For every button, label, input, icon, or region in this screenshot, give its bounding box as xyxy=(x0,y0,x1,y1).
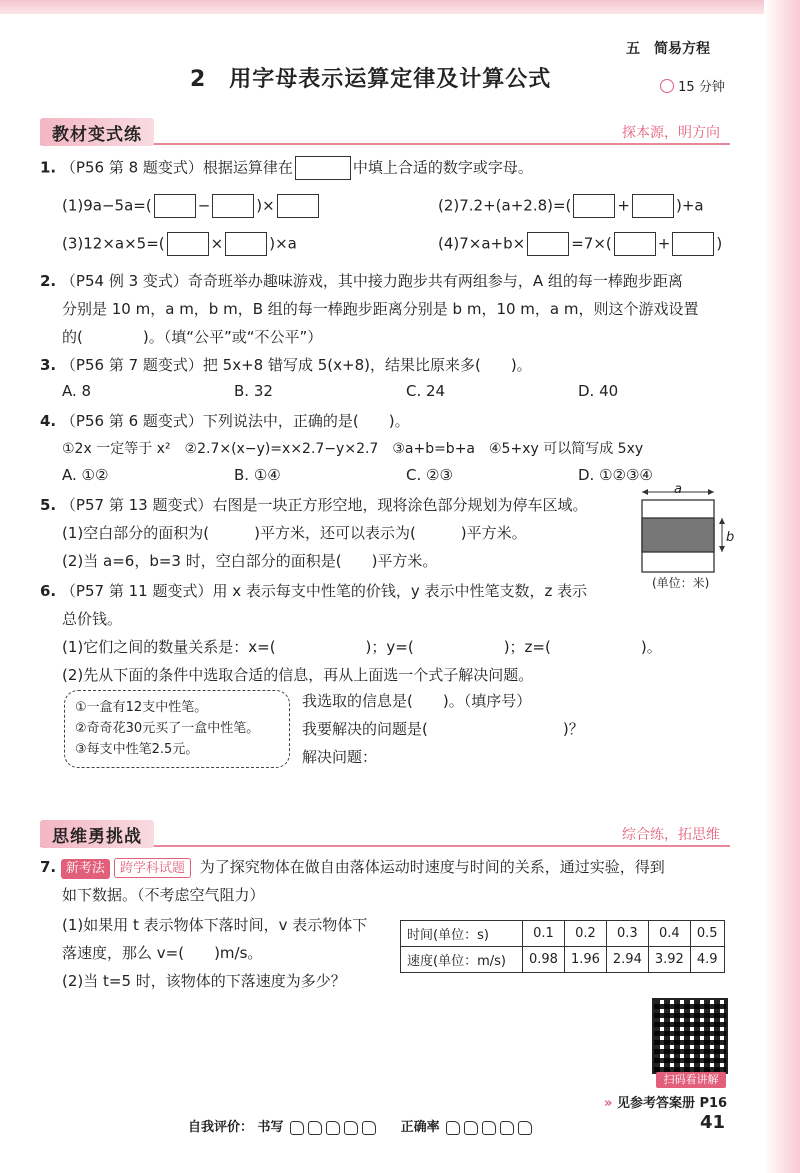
answer-box[interactable] xyxy=(632,194,674,218)
answer-box[interactable] xyxy=(527,232,569,256)
thumbs-up-icon[interactable] xyxy=(362,1121,376,1135)
question-7-sub-2: (2)当 t=5 时，该物体的下落速度为多少？ xyxy=(62,972,346,990)
stem-text: 为了探究物体在做自由落体运动时速度与时间的关系，通过实验，得到 xyxy=(199,858,665,876)
figure-unit: (单位：米) xyxy=(652,576,710,590)
option-a[interactable]: A. 8 xyxy=(62,382,92,400)
question-6-line-2: 总价钱。 xyxy=(62,610,123,628)
answer-box[interactable] xyxy=(277,194,319,218)
answer-box[interactable] xyxy=(154,194,196,218)
thumbs-up-icon[interactable] xyxy=(326,1121,340,1135)
question-7-line-2: 如下数据。（不考虑空气阻力） xyxy=(62,886,265,904)
self-evaluation xyxy=(188,1116,534,1135)
question-1-stem xyxy=(40,156,533,180)
new-method-badge: 新考法 xyxy=(61,859,110,879)
question-2-line-1 xyxy=(40,270,683,291)
part-text: )× xyxy=(256,196,275,215)
answer-box[interactable] xyxy=(672,232,714,256)
question-1-part-1 xyxy=(62,194,321,218)
question-number: 7. xyxy=(40,858,57,876)
option-b[interactable]: B. 32 xyxy=(234,382,273,400)
stem-text: （P57 第 11 题变式）用 x 表示每支中性笔的价钱，y 表示中性笔支数，z 表示 xyxy=(60,582,588,600)
info-option-1: ①一盒有12支中性笔。 xyxy=(75,700,208,715)
question-number: 6. xyxy=(40,582,57,600)
top-page-edge xyxy=(0,0,800,14)
answer-reference-text: 见参考答案册 P16 xyxy=(616,1096,728,1111)
question-number: 3. xyxy=(40,356,57,374)
thumbs-up-icon[interactable] xyxy=(446,1121,460,1135)
thumbs-up-icon[interactable] xyxy=(464,1121,478,1135)
table-cell: 4.9 xyxy=(690,947,724,973)
info-options-box xyxy=(64,690,290,768)
info-option-3: ③每支中性笔2.5元。 xyxy=(75,742,199,757)
answer-box[interactable] xyxy=(167,232,209,256)
part-text: + xyxy=(657,234,671,253)
row-header: 时间(单位：s) xyxy=(401,921,523,947)
qr-caption: 扫码看讲解 xyxy=(656,1072,726,1088)
timer-text: 15 分钟 xyxy=(678,80,725,95)
question-7-sub-1a: (1)如果用 t 表示物体下落时间，v 表示物体下 xyxy=(62,916,368,934)
stem-text: 中填上合适的数字或字母。 xyxy=(352,158,533,177)
question-number: 5. xyxy=(40,496,57,514)
clock-icon xyxy=(660,79,674,93)
question-2-line-2: 分别是 10 m，a m，b m，B 组的每一棒跑步距离分别是 b m，10 m，a m，则这个游戏设置 xyxy=(62,300,699,318)
part-text: (3)12×a×5=( xyxy=(62,234,165,253)
thumbs-up-icon[interactable] xyxy=(500,1121,514,1135)
question-2-line-3: 的( )。（填“公平”或“不公平”） xyxy=(62,328,323,346)
double-chevron-icon: » xyxy=(604,1096,613,1111)
table-cell: 0.3 xyxy=(606,921,648,947)
table-row-speed xyxy=(401,947,725,973)
question-5-stem xyxy=(40,494,587,515)
question-4-options xyxy=(62,466,698,484)
section-slogan: 综合练，拓思维 xyxy=(622,827,720,843)
option-d[interactable]: D. ①②③④ xyxy=(578,466,653,484)
thumbs-up-icon[interactable] xyxy=(518,1121,532,1135)
stem-text: （P56 第 7 题变式）把 5x+8 错写成 5(x+8)，结果比原来多( )。 xyxy=(60,356,532,374)
thumbs-up-icon[interactable] xyxy=(482,1121,496,1135)
table-cell: 3.92 xyxy=(648,947,690,973)
part-text: (2)7.2+(a+2.8)=( xyxy=(438,196,572,215)
answer-reference xyxy=(604,1092,727,1111)
question-number: 2. xyxy=(40,272,57,290)
page-number: 41 xyxy=(700,1112,726,1133)
part-text: ) xyxy=(716,234,723,253)
answer-box[interactable] xyxy=(225,232,267,256)
part-text: (1)9a−5a=( xyxy=(62,196,152,215)
question-number: 1. xyxy=(40,158,57,177)
figure-label-a: a xyxy=(674,482,682,497)
self-eval-label: 自我评价： xyxy=(188,1120,254,1135)
question-6-sub-1: (1)它们之间的数量关系是：x=( )；y=( )；z=( )。 xyxy=(62,638,662,656)
info-option-2: ②奇奇花30元买了一盒中性笔。 xyxy=(75,721,260,736)
solve-label: 解决问题： xyxy=(302,748,378,766)
stem-text: （P54 例 3 变式）奇奇班举办趣味游戏，其中接力跑步共有两组参与，A 组的每一棒跑步距离 xyxy=(60,272,683,290)
option-a[interactable]: A. ①② xyxy=(62,466,109,484)
cross-subject-badge: 跨学科试题 xyxy=(114,858,191,878)
stem-text: （P56 第 8 题变式）根据运算律在 xyxy=(60,158,293,177)
question-number: 4. xyxy=(40,412,57,430)
part-text: (4)7×a+b× xyxy=(438,234,526,253)
stem-text: （P56 第 6 题变式）下列说法中，正确的是( )。 xyxy=(60,412,410,430)
part-text: )×a xyxy=(269,234,297,253)
accuracy-label: 正确率 xyxy=(400,1120,440,1135)
question-4-stem xyxy=(40,410,410,431)
question-1-part-2 xyxy=(438,194,704,218)
question-1-part-4 xyxy=(438,232,722,256)
section-tag-practice: 教材变式练 xyxy=(40,118,154,146)
question-7-line-1 xyxy=(40,856,665,879)
question-6-line-1 xyxy=(40,580,587,601)
option-c[interactable]: C. 24 xyxy=(406,382,446,400)
table-cell: 0.5 xyxy=(690,921,724,947)
question-5-sub-1: (1)空白部分的面积为( )平方米，还可以表示为( )平方米。 xyxy=(62,524,527,542)
answer-box[interactable] xyxy=(573,194,615,218)
option-c[interactable]: C. ②③ xyxy=(406,466,453,484)
arrow-left-icon xyxy=(642,489,648,495)
option-b[interactable]: B. ①④ xyxy=(234,466,281,484)
table-cell: 2.94 xyxy=(606,947,648,973)
problem-to-solve: 我要解决的问题是( )？ xyxy=(302,720,584,738)
qr-code-icon[interactable] xyxy=(652,998,728,1074)
option-d[interactable]: D. 40 xyxy=(578,382,619,400)
question-6-sub-2: (2)先从下面的条件中选取合适的信息，再从上面选一个式子解决问题。 xyxy=(62,666,534,684)
timer xyxy=(660,76,725,95)
answer-box[interactable] xyxy=(212,194,254,218)
thumbs-up-icon[interactable] xyxy=(290,1121,304,1135)
answer-box-sample xyxy=(295,156,351,180)
table-cell: 0.1 xyxy=(523,921,565,947)
section-tag-challenge: 思维勇挑战 xyxy=(40,820,154,848)
right-page-edge xyxy=(764,0,800,1173)
shaded-parking-area xyxy=(642,518,714,552)
stem-text: （P57 第 13 题变式）右图是一块正方形空地，现将涂色部分规划为停车区域。 xyxy=(60,496,588,514)
table-cell: 1.96 xyxy=(564,947,606,973)
part-text: × xyxy=(210,234,224,253)
chosen-info: 我选取的信息是( )。（填序号） xyxy=(302,692,532,710)
row-header: 速度(单位：m/s) xyxy=(401,947,523,973)
answer-box[interactable] xyxy=(614,232,656,256)
table-cell: 0.2 xyxy=(564,921,606,947)
chapter-label: 五 简易方程 xyxy=(626,41,710,57)
arrow-right-icon xyxy=(708,489,714,495)
thumbs-up-icon[interactable] xyxy=(344,1121,358,1135)
table-cell: 0.98 xyxy=(523,947,565,973)
table-cell: 0.4 xyxy=(648,921,690,947)
question-4-statements: ①2x 一定等于 x² ②2.7×(x−y)=x×2.7−y×2.7 ③a+b=b+a ④5+xy 可以简写成 5xy xyxy=(62,441,644,457)
question-5-sub-2: (2)当 a=6，b=3 时，空白部分的面积是( )平方米。 xyxy=(62,552,438,570)
table-row-time xyxy=(401,921,725,947)
question-7-sub-1b: 落速度，那么 v=( )m/s。 xyxy=(62,944,263,962)
writing-label: 书写 xyxy=(257,1120,284,1135)
arrow-up-icon xyxy=(719,518,725,524)
part-text: + xyxy=(617,196,630,215)
part-text: )+a xyxy=(676,196,704,215)
question-3-stem xyxy=(40,354,532,375)
part-text: − xyxy=(197,196,211,215)
page-title: 2 用字母表示运算定律及计算公式 xyxy=(190,67,552,92)
question-1-part-3 xyxy=(62,232,297,256)
figure-label-b: b xyxy=(726,530,735,545)
fall-data-table xyxy=(400,920,725,973)
question-3-options xyxy=(62,382,698,400)
part-text: =7×( xyxy=(571,234,612,253)
thumbs-up-icon[interactable] xyxy=(308,1121,322,1135)
arrow-down-icon xyxy=(719,546,725,552)
section-slogan: 探本源，明方向 xyxy=(622,125,720,141)
